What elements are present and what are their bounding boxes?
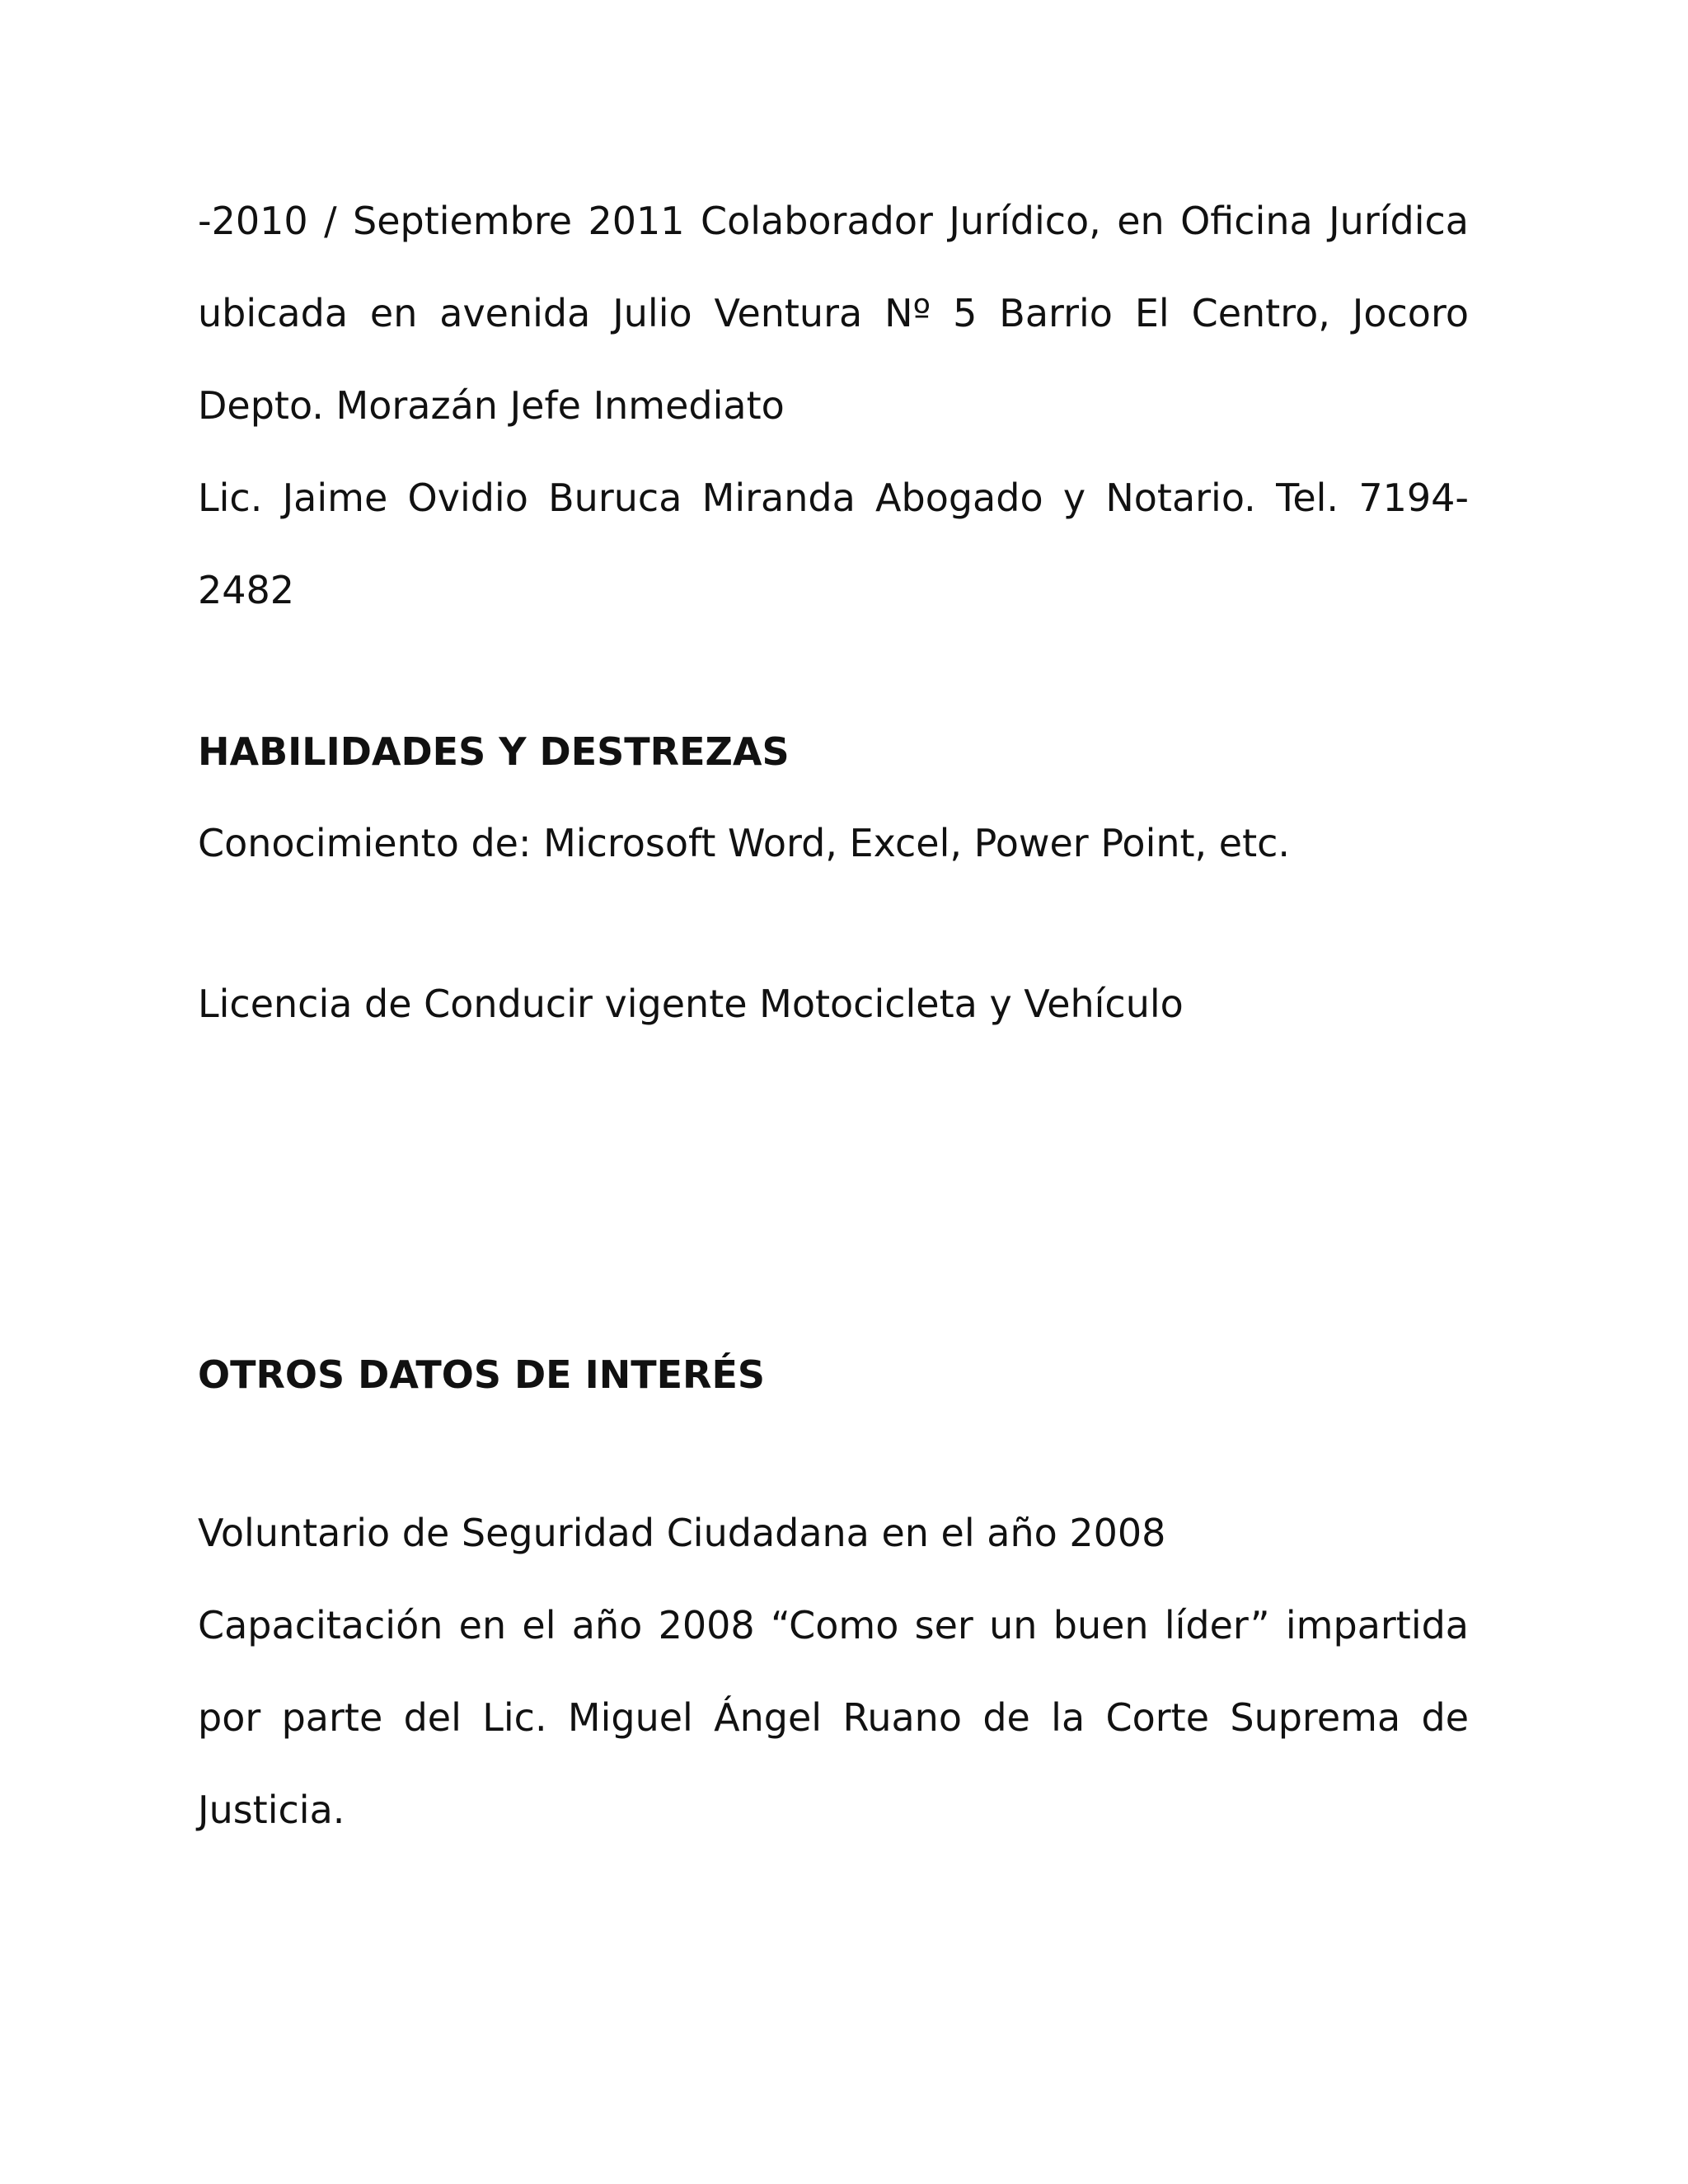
skills-item-software: Conocimiento de: Microsoft Word, Excel, Power Point, etc. <box>198 821 1291 865</box>
experience-line-2: ubicada en avenida Julio Ventura Nº 5 Barrio El Centro, Jocoro <box>198 291 1469 335</box>
reference-contact-line: Lic. Jaime Ovidio Buruca Miranda Abogado y Notario. Tel. 7194- <box>198 476 1469 520</box>
other-info-heading: OTROS DATOS DE INTERÉS <box>198 1352 766 1397</box>
skills-item-license: Licencia de Conducir vigente Motocicleta y Vehículo <box>198 982 1184 1026</box>
experience-line-1: -2010 / Septiembre 2011 Colaborador Jurídico, en Oficina Jurídica <box>198 199 1469 243</box>
reference-phone-line: 2482 <box>198 568 295 612</box>
skills-heading: HABILIDADES Y DESTREZAS <box>198 729 790 774</box>
other-item-training-line-3: Justicia. <box>198 1788 345 1832</box>
experience-line-3: Depto. Morazán Jefe Inmediato <box>198 383 785 428</box>
other-item-training-line-1: Capacitación en el año 2008 “Como ser un buen líder” impartida <box>198 1603 1469 1647</box>
other-item-volunteer: Voluntario de Seguridad Ciudadana en el año 2008 <box>198 1511 1166 1555</box>
other-item-training-line-2: por parte del Lic. Miguel Ángel Ruano de la Corte Suprema de <box>198 1695 1469 1740</box>
